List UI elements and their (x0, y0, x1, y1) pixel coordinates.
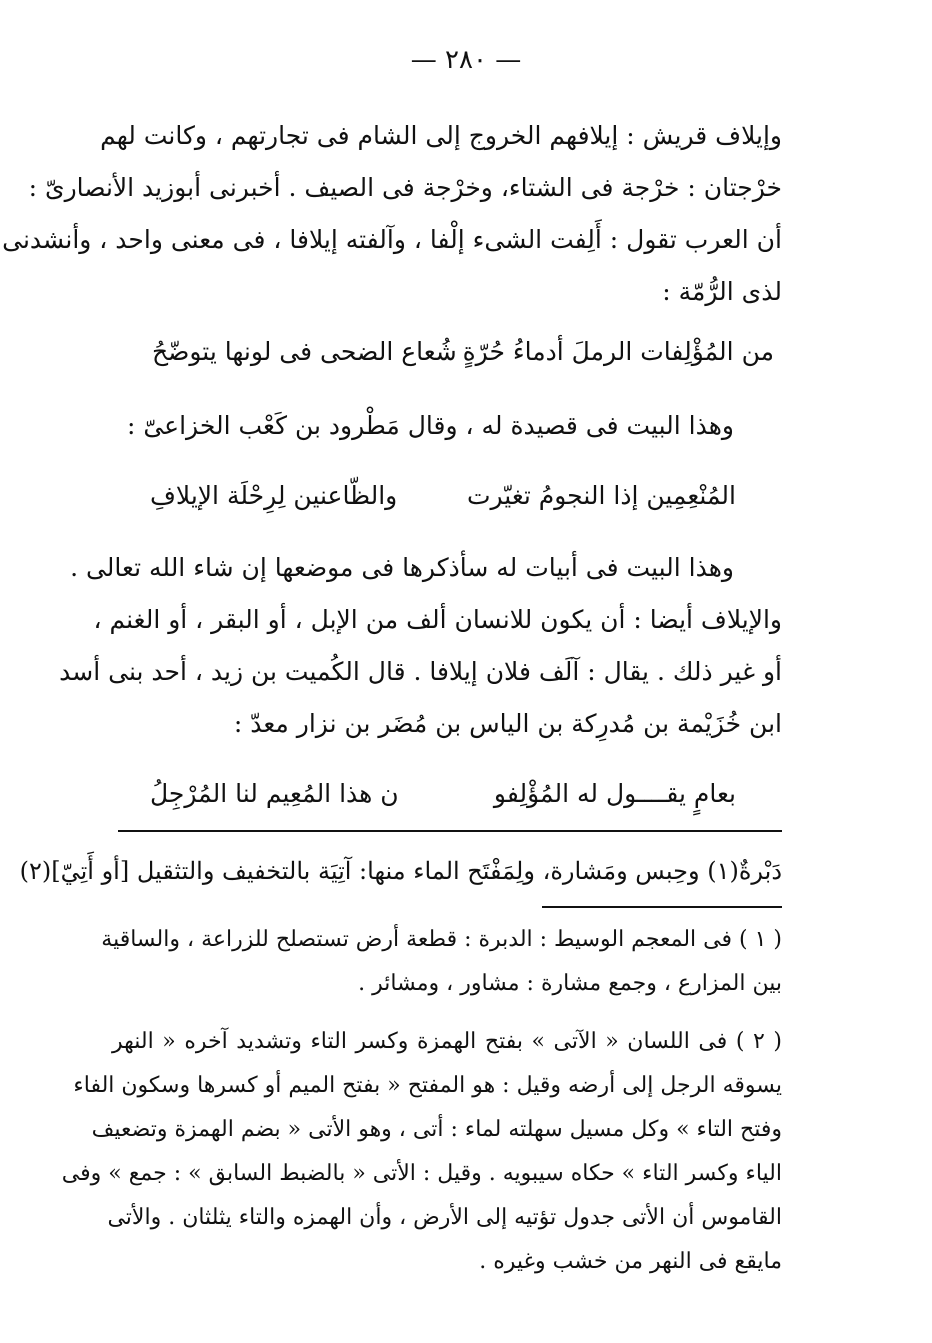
footnote-line: يسوقه الرجل إلى أرضه وقيل : هو المفتح « بفتح الميم أو كسرها وسكون الفاء (73, 1073, 782, 1098)
verse-2-first-hemistich: المُنْعِمِين إذا النجومُ تغيّرت (466, 481, 736, 510)
verse-2-second-hemistich: والظّاعنين لِرِحْلَة الإيلافِ (150, 481, 398, 510)
footnote-1 (101, 918, 782, 1006)
verse-3-first-hemistich: بعامٍ يقــــول له المُؤْلِفو (493, 779, 736, 808)
footnote-separator-rule (542, 906, 782, 908)
paragraph-1 (2, 110, 782, 318)
text-line: ابن خُزَيْمة بن مُدرِكة بن الياس بن مُضَر بن نزار معدّ : (233, 709, 782, 738)
verse-1-first-hemistich: من المُؤْلِفات الرملَ أدماءُ حُرّةٍ (462, 337, 774, 366)
text-line: والإيلاف أيضا : أن يكون للانسان ألف من الإبل ، أو البقر ، أو الغنم ، (93, 605, 782, 634)
footnote-line: ( ١ ) فى المعجم الوسيط : الدبرة : قطعة أرض تستصلح للزراعة ، والساقية (101, 927, 782, 952)
footnote-line: القاموس أن الأتى جدول تؤتيه إلى الأرض ، وأن الهمزه والتاء يثلثان . والأتى (107, 1205, 782, 1230)
text-line: وهذا البيت فى أبيات له سأذكرها فى موضعها إن شاء الله تعالى . (70, 553, 734, 582)
text-line: وإيلاف قريش : إيلافهم الخروج إلى الشام فى تجارتهم ، وكانت لهم (100, 121, 782, 150)
text-line: أن العرب تقول : أَلِفت الشىء إلْفا ، وآلفته إيلافا ، فى معنى واحد ، وأنشدنى (2, 225, 782, 254)
footnote-line: ( ٢ ) فى اللسان « الآتى » بفتح الهمزة وكسر التاء وتشديد آخره « النهر (112, 1029, 782, 1054)
footnote-line: مايقع فى النهر من خشب وغيره . (479, 1249, 782, 1274)
line-after-verse-1-block (112, 400, 782, 452)
paragraph-2 (59, 542, 782, 750)
verse-1-second-hemistich: شُعاع الضحى فى لونها يتوضّحُ (152, 337, 457, 366)
footnote-line: وفتح التاء » وكل مسيل سهلته لماء : أتى ، وهو الأتى « بضم الهمزة وتضعيف (91, 1117, 782, 1142)
separator-rule-top (118, 830, 782, 832)
text-line: وهذا البيت فى قصيدة له ، وقال مَطْرود بن كَعْب الخزاعىّ : (126, 411, 734, 440)
footnote-line: الياء وكسر التاء » حكاه سيبويه . وقيل : الأتى « بالضبط السابق » : جمع » وفى (61, 1161, 782, 1186)
text-line: أو غير ذلك . يقال : آلَف فلان إيلافا . قال الكُميت بن زيد ، أحد بنى أسد (59, 657, 782, 686)
footnote-2 (61, 1020, 782, 1284)
page-number: — ٢٨٠ — (410, 45, 522, 75)
footnotes (61, 918, 782, 1284)
footnote-line: بين المزارع ، وجمع مشارة : مشاور ، ومشائر . (358, 971, 782, 996)
footnote-anchor-line: دَبْرةٌ(١) وحِبس ومَشارة، ولِمَفْتَح الماء منها: آتِيَة بالتخفيف والتثقيل [أو أَتِيّ](٢) (19, 857, 782, 885)
text-line: لذى الرُّمّة : (662, 277, 782, 306)
text-line: خرْجتان : خرْجة فى الشتاء، وخرْجة فى الصيف . أخبرنى أبوزيد الأنصارىّ : (28, 173, 782, 202)
verse-3-second-hemistich: ن هذا المُعِيم لنا المُرْجِلُ (150, 779, 399, 808)
